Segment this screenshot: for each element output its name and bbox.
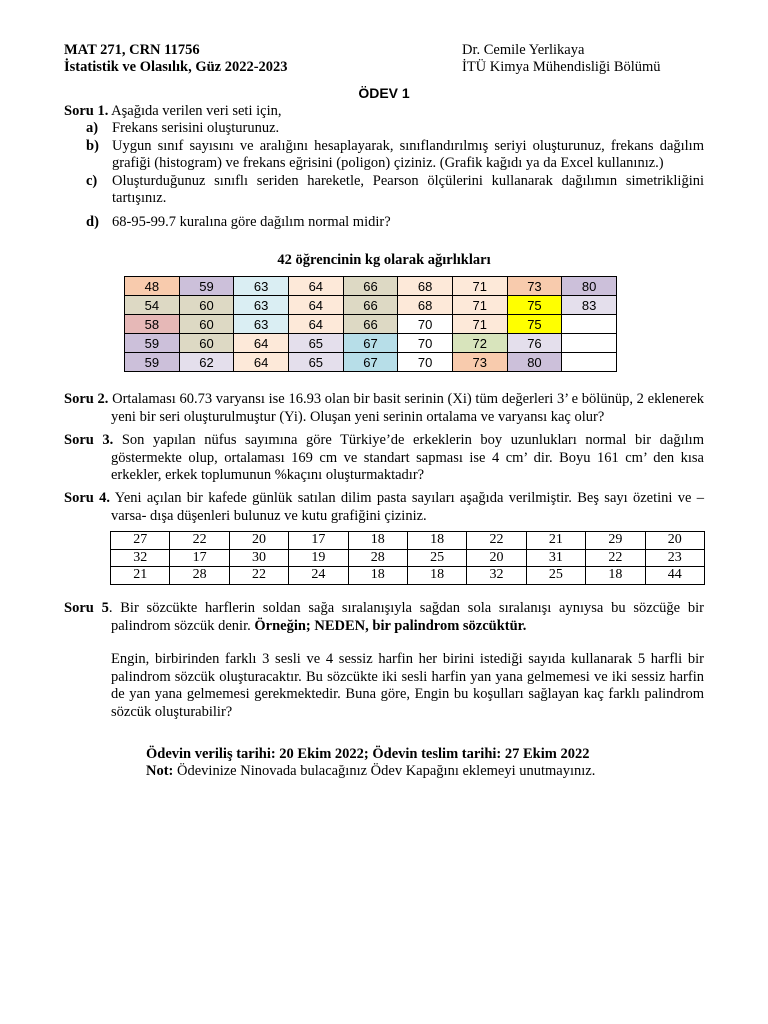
course-term: İstatistik ve Olasılık, Güz 2022-2023: [64, 59, 288, 75]
page-title: ÖDEV 1: [358, 85, 410, 101]
pasta-count-cell: 22: [170, 532, 229, 550]
pasta-count-cell: 21: [526, 532, 585, 550]
question-3-label: Soru 3.: [64, 432, 114, 448]
weight-cell: 70: [398, 353, 453, 372]
question-1-item: [64, 138, 704, 173]
weight-cell: 64: [288, 296, 343, 315]
pasta-count-cell: 18: [348, 532, 407, 550]
pasta-count-cell: 44: [645, 567, 704, 585]
pasta-count-cell: 21: [111, 567, 170, 585]
department-name: İTÜ Kimya Mühendisliği Bölümü: [462, 59, 661, 75]
weight-cell: 59: [179, 277, 234, 296]
palindrome-example: Örneğin; NEDEN, bir palindrom sözcüktür.: [254, 617, 527, 634]
question-5-text: . Bir sözcükte harflerin soldan sağa sıralanışıyla sağdan sola sıralanışı aynıysa bu sözcüğe bir palindrom sözcük denir.: [108, 600, 704, 634]
note-label: Not:: [146, 763, 174, 779]
pasta-count-cell: 18: [586, 567, 645, 585]
question-1-items: [64, 120, 704, 231]
question-1-label: Soru 1.: [64, 103, 109, 119]
table-row: [111, 532, 705, 550]
table-row: [125, 315, 617, 334]
pasta-count-cell: 25: [407, 549, 466, 567]
weight-cell: 63: [234, 296, 289, 315]
weight-cell: 60: [179, 296, 234, 315]
weight-cell: 68: [398, 277, 453, 296]
question-3: [64, 432, 704, 485]
weight-cell: 58: [125, 315, 180, 334]
pasta-count-cell: 23: [645, 549, 704, 567]
pasta-count-cell: 24: [289, 567, 348, 585]
pasta-count-cell: 28: [348, 549, 407, 567]
pasta-count-cell: 22: [467, 532, 526, 550]
weights-table: [124, 276, 617, 372]
pasta-count-cell: 22: [586, 549, 645, 567]
weight-cell: 80: [562, 277, 617, 296]
question-1-item-letter: a): [86, 120, 99, 136]
pasta-count-cell: 25: [526, 567, 585, 585]
weight-cell: 76: [507, 334, 562, 353]
pasta-count-cell: 32: [111, 549, 170, 567]
question-1-item: [64, 120, 704, 138]
weight-cell: 65: [288, 353, 343, 372]
pasta-count-cell: 17: [289, 532, 348, 550]
question-5-paragraph: Engin, birbirinden farklı 3 sesli ve 4 sessiz harfin her birini istediği sayıda kullanarak 5 harfli bir palindrom sözcük oluşturacaktır. Bu sözcükte iki sesli harfin yan yana gelmemesi ve iki sessiz harfin de yan yana gelmemesi gerekmektedir. Buna göre, Engin bu koşulları sağlayan kaç farklı palindrom sözcük oluşturabilir?: [111, 651, 704, 720]
question-2-text: Ortalaması 60.73 varyansı ise 16.93 olan bir basit serinin (Xi) tüm değerleri 3’ e bölünüp, 2 eklenerek yeni bir seri oluşturulmuştur (Yi). Oluşan yeni serinin ortalama ve varyansı kaç olur?: [111, 391, 704, 425]
weight-cell: 63: [234, 277, 289, 296]
weight-cell: [562, 315, 617, 334]
question-5-label: Soru 5: [64, 600, 109, 616]
weight-cell: 64: [234, 334, 289, 353]
weight-cell: 72: [452, 334, 507, 353]
weight-cell: 59: [125, 353, 180, 372]
question-1: [64, 103, 704, 231]
weight-cell: 80: [507, 353, 562, 372]
question-2-label: Soru 2.: [64, 391, 109, 407]
pasta-count-cell: 29: [586, 532, 645, 550]
note-text: Ödevinize Ninovada bulacağınız Ödev Kapağını eklemeyi unutmayınız.: [177, 763, 596, 779]
weight-cell: 71: [452, 277, 507, 296]
weight-cell: 70: [398, 315, 453, 334]
weight-cell: 48: [125, 277, 180, 296]
weight-cell: 54: [125, 296, 180, 315]
weight-cell: 71: [452, 296, 507, 315]
pasta-count-cell: 27: [111, 532, 170, 550]
weight-cell: 73: [452, 353, 507, 372]
pasta-count-cell: 18: [407, 567, 466, 585]
pasta-count-cell: 30: [229, 549, 288, 567]
weight-cell: 60: [179, 334, 234, 353]
pasta-count-cell: 18: [348, 567, 407, 585]
weight-cell: [562, 353, 617, 372]
assignment-dates: Ödevin veriliş tarihi: 20 Ekim 2022; Ödevin teslim tarihi: 27 Ekim 2022: [146, 746, 590, 762]
question-2: [64, 391, 704, 426]
weight-cell: 65: [288, 334, 343, 353]
weight-cell: 73: [507, 277, 562, 296]
weight-cell: 64: [234, 353, 289, 372]
question-4-label: Soru 4.: [64, 490, 111, 506]
pasta-sales-table: [110, 531, 705, 585]
table-row: [125, 296, 617, 315]
pasta-count-cell: 28: [170, 567, 229, 585]
weight-cell: 75: [507, 315, 562, 334]
question-1-item-text: Frekans serisini oluşturunuz.: [112, 120, 280, 136]
footer-note: [146, 763, 595, 780]
table-row: [125, 353, 617, 372]
question-1-item-text: Uygun sınıf sayısını ve aralığını hesaplayarak, sınıflandırılmış seriyi oluşturunuz, frekans dağılım grafiği (histogram) ve frekans eğrisini (poligon) çiziniz. (Grafik kağıdı ya da Excel kullanınız.): [112, 137, 704, 171]
pasta-count-cell: 22: [229, 567, 288, 585]
question-1-item-letter: d): [86, 213, 99, 230]
pasta-count-cell: 20: [467, 549, 526, 567]
weight-cell: 83: [562, 296, 617, 315]
weight-cell: 67: [343, 353, 398, 372]
weight-cell: 75: [507, 296, 562, 315]
question-1-text: Aşağıda verilen veri seti için,: [111, 103, 282, 119]
question-1-item-letter: b): [86, 137, 99, 154]
pasta-count-cell: 18: [407, 532, 466, 550]
weight-cell: 60: [179, 315, 234, 334]
question-3-text: Son yapılan nüfus sayımına göre Türkiye’de erkeklerin boy uzunlukları normal bir dağılım göstermekte olup, ortalaması 169 cm ve standart sapması ise 4 cm’ dir. Boyu 161 cm’ den kısa erkekler, erkek toplumunun %kaçını oluşturmaktadır?: [111, 432, 704, 483]
question-4: [64, 490, 704, 525]
question-5: [64, 600, 704, 721]
question-1-item: [64, 173, 704, 208]
pasta-count-cell: 17: [170, 549, 229, 567]
question-1-item-letter: c): [86, 172, 98, 189]
weight-cell: 66: [343, 277, 398, 296]
question-1-item: [64, 214, 704, 232]
weight-cell: 71: [452, 315, 507, 334]
table-row: [111, 549, 705, 567]
weight-cell: 68: [398, 296, 453, 315]
question-1-item-text: Oluşturduğunuz sınıflı seriden hareketle, Pearson ölçülerini kullanarak dağılımın simetrikliğini tartışınız.: [112, 172, 704, 206]
instructor-name: Dr. Cemile Yerlikaya: [462, 42, 585, 58]
weight-cell: 67: [343, 334, 398, 353]
weight-cell: 62: [179, 353, 234, 372]
weight-cell: 59: [125, 334, 180, 353]
pasta-count-cell: 20: [229, 532, 288, 550]
weight-cell: 70: [398, 334, 453, 353]
table-row: [125, 334, 617, 353]
pasta-count-cell: 19: [289, 549, 348, 567]
pasta-count-cell: 31: [526, 549, 585, 567]
table-row: [125, 277, 617, 296]
question-4-text: Yeni açılan bir kafede günlük satılan dilim pasta sayıları aşağıda verilmiştir. Beş sayı özetini ve –varsa- dışa düşenleri bulunuz ve kutu grafiğini çiziniz.: [111, 490, 704, 524]
course-code: MAT 271, CRN 11756: [64, 42, 200, 58]
weight-cell: 64: [288, 315, 343, 334]
weight-cell: 66: [343, 315, 398, 334]
weights-table-title: 42 öğrencinin kg olarak ağırlıkları: [277, 252, 491, 268]
pasta-count-cell: 20: [645, 532, 704, 550]
table-row: [111, 567, 705, 585]
question-1-item-text: 68-95-99.7 kuralına göre dağılım normal midir?: [112, 213, 391, 230]
weight-cell: 63: [234, 315, 289, 334]
pasta-count-cell: 32: [467, 567, 526, 585]
weight-cell: 64: [288, 277, 343, 296]
weight-cell: 66: [343, 296, 398, 315]
weight-cell: [562, 334, 617, 353]
